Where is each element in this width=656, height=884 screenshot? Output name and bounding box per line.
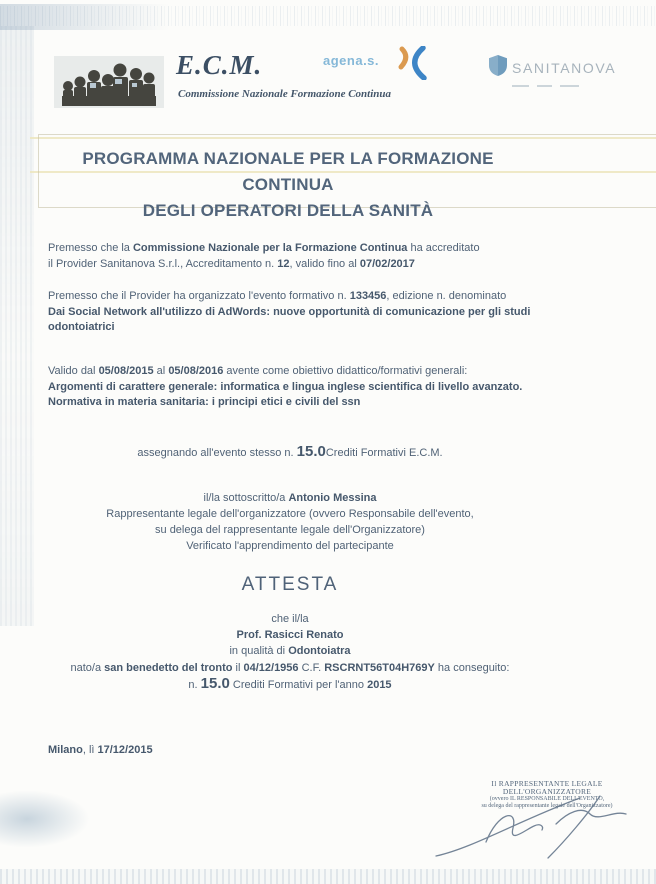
undersigned-block	[45, 490, 535, 554]
validity-paragraph	[48, 364, 522, 411]
text-line	[45, 676, 535, 693]
text-run: Premesso che la	[48, 242, 133, 254]
text-line	[48, 364, 522, 380]
premise-accreditation	[48, 241, 480, 272]
credits-earned: 15.0	[200, 674, 230, 692]
birthdate: 04/12/1956	[243, 661, 299, 674]
scan-noise-bottom	[0, 869, 656, 884]
text-line: Verificato l'apprendimento del partecipante	[186, 540, 394, 552]
text-line	[45, 643, 535, 659]
ecm-title: E.C.M.	[176, 50, 263, 80]
signature-caption-line2: DELL'ORGANIZZATORE	[502, 787, 592, 796]
text-run: , edizione n. denominato	[386, 290, 507, 302]
participant-name: Prof. Rasicci Renato	[236, 629, 344, 642]
credits-assign-line	[45, 443, 535, 460]
text-line	[48, 289, 530, 305]
place-date-line	[48, 744, 153, 756]
text-run: il	[232, 661, 244, 674]
commission-name: Commissione Nazionale per la Formazione Continua	[132, 242, 408, 254]
text-run: n.	[188, 678, 201, 691]
issue-date: 17/12/2015	[97, 744, 153, 756]
text-line: che il/la	[271, 613, 309, 625]
text-line	[45, 660, 535, 676]
sanitanova-label: SANITANOVA	[512, 60, 617, 76]
text-line: su delega del rappresentante legale dell'Organizzatore)	[155, 524, 425, 536]
scan-noise-left	[0, 26, 34, 626]
event-title-line2: odontoiatrici	[48, 321, 115, 333]
agenas-x-icon	[393, 46, 429, 80]
scan-smudge-left	[0, 790, 90, 848]
certificate-title-line1: PROGRAMMA NAZIONALE PER LA FORMAZIONE CONTINUA	[82, 149, 494, 194]
text-run: Valido dal	[48, 365, 99, 377]
text-run: il/la sottoscritto/a	[203, 492, 289, 504]
text-run: ha accreditato	[407, 242, 480, 254]
handwritten-signature	[428, 786, 648, 864]
event-title-line1: Dai Social Network all'utilizzo di AdWords: nuove opportunità di comunicazione per gli studi	[48, 305, 531, 318]
accreditation-number: 12	[277, 257, 290, 270]
event-number: 133456	[349, 290, 387, 302]
text-run: assegnando all'evento stesso n.	[137, 447, 297, 459]
premise-event	[48, 289, 530, 336]
signature-caption-line3: (ovvero IL RESPONSABILE DELL'EVENTO,	[489, 796, 605, 802]
agenas-label: agena.s.	[323, 53, 380, 68]
attestation-block	[45, 611, 535, 693]
text-run: , valido fino al	[289, 257, 360, 270]
ecm-subtitle: Commissione Nazionale Formazione Continua	[178, 88, 392, 100]
valid-from-date: 05/08/2015	[98, 365, 154, 377]
valid-to-date: 05/08/2016	[168, 365, 224, 377]
objective-line1: Argomenti di carattere generale: informatica e lingua inglese scientifica di livello avanzato.	[48, 380, 523, 393]
text-run: ha conseguito:	[434, 661, 510, 674]
text-line	[48, 257, 480, 273]
text-line	[45, 490, 535, 506]
birthplace: san benedetto del tronto	[104, 661, 233, 674]
attesta-heading: ATTESTA	[241, 574, 339, 595]
ecm-people-photo	[54, 56, 164, 108]
credits-year: 2015	[367, 678, 392, 691]
text-run: , lì	[82, 744, 98, 756]
objective-line2: Normativa in materia sanitaria: i principi etici e civili del ssn	[48, 396, 361, 408]
text-run: il Provider Sanitanova S.r.l., Accreditamento n.	[48, 257, 278, 270]
certificate-title-line2: DEGLI OPERATORI DELLA SANITÀ	[142, 201, 434, 220]
people-photo-icon	[54, 56, 164, 108]
text-run: avente come obiettivo didattico/formativi generali:	[223, 365, 468, 377]
text-run: Premesso che il Provider ha organizzato l'evento formativo n.	[48, 290, 350, 302]
signer-name: Antonio Messina	[288, 492, 377, 504]
fiscal-code: RSCRNT56T04H769Y	[324, 661, 435, 674]
signature-caption-line1: Il RAPPRESENTANTE LEGALE	[491, 779, 603, 788]
text-run: Crediti Formativi E.C.M.	[325, 447, 443, 459]
text-run: Crediti Formativi per l'anno	[229, 678, 368, 691]
issue-city: Milano	[48, 744, 83, 756]
signature-caption-line4: su delega del rappresentante legale dell'Organizzatore)	[481, 803, 613, 809]
accreditation-expiry-date: 07/02/2017	[359, 257, 415, 270]
text-run: nato/a	[70, 661, 105, 674]
sanitanova-logo	[489, 55, 639, 87]
text-run: al	[153, 365, 169, 377]
text-run: in qualità di	[229, 645, 289, 658]
text-run: C.F.	[298, 661, 325, 674]
sanitanova-tagline-marks	[512, 85, 639, 87]
profession: Odontoiatra	[288, 645, 351, 658]
certificate-title	[38, 146, 538, 224]
sanitanova-shield-icon	[489, 55, 507, 81]
text-line	[48, 241, 480, 257]
text-line: Rappresentante legale dell'organizzatore (ovvero Responsabile dell'evento,	[106, 508, 474, 520]
credits-value: 15.0	[296, 443, 326, 460]
